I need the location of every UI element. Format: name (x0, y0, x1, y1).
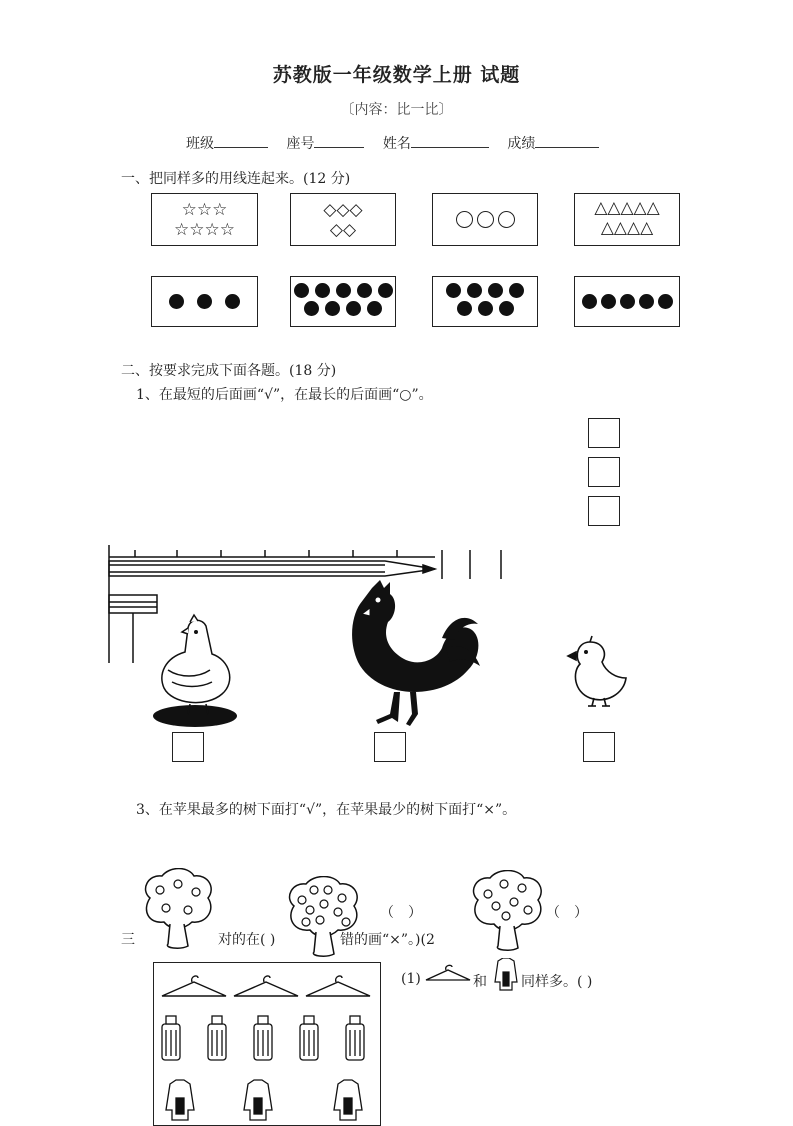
dot (378, 283, 393, 298)
circle-shape (477, 211, 494, 228)
dot (346, 301, 361, 316)
answer-box-hen[interactable] (172, 732, 204, 762)
circle-shape (498, 211, 515, 228)
seat-label: 座号 (286, 136, 315, 152)
dot (620, 294, 635, 309)
apple-tree-1 (140, 868, 216, 952)
items-illustration (158, 970, 378, 1122)
dot (315, 283, 330, 298)
dot (639, 294, 654, 309)
name-field[interactable] (411, 133, 489, 148)
answer-box-chick[interactable] (583, 732, 615, 762)
stars-box[interactable] (151, 193, 258, 246)
hen-image (150, 612, 240, 728)
diamonds-row-2: ◇◇ (329, 220, 357, 240)
answer-box-rooster[interactable] (374, 732, 406, 762)
dot (169, 294, 184, 309)
dot (601, 294, 616, 309)
page-subtitle: 〔内容：比一比〕 (340, 102, 453, 118)
class-label: 班级 (186, 136, 214, 152)
question-3: 3、在苹果最多的树下面打“√”，在苹果最少的树下面打“×”。 (136, 802, 517, 818)
page-title: 苏教版一年级数学上册 试题 (272, 64, 521, 86)
circle-shape (456, 211, 473, 228)
answer-paren-tree-2[interactable]: （ ） (380, 905, 422, 921)
answer-paren-tree-3[interactable]: （ ） (546, 905, 588, 921)
section3-heading-start: 三 (121, 932, 135, 948)
triangles-row-2: △△△△ (600, 218, 654, 238)
chick-image (566, 632, 634, 710)
dot (582, 294, 597, 309)
seat-field[interactable] (314, 133, 364, 148)
question-1: 1、在最短的后面画“√”，在最长的后面画“○”。 (136, 387, 433, 403)
section3-heading-end: 错的画“×”。)(2 (340, 932, 435, 948)
clothes-icon (492, 958, 520, 992)
diamonds-row-1: ◇◇◇ (323, 200, 363, 220)
dot (325, 301, 340, 316)
dot (499, 301, 514, 316)
diamonds-box[interactable] (290, 193, 396, 246)
dot (367, 301, 382, 316)
triangles-row-1: △△△△△ (594, 198, 660, 218)
apple-tree-3 (468, 870, 548, 954)
section1-heading: 一、把同样多的用线连起来。(12 分) (121, 171, 351, 187)
dots-box-7[interactable] (432, 276, 538, 327)
stars-row-2: ☆☆☆☆ (174, 220, 235, 240)
section3-heading-mid: 对的在( ) (218, 932, 276, 948)
section2-heading: 二、按要求完成下面各题。(18 分) (121, 363, 337, 379)
dot (446, 283, 461, 298)
dot (304, 301, 319, 316)
dot (197, 294, 212, 309)
answer-box-length-3[interactable] (588, 496, 620, 526)
class-field[interactable] (214, 133, 268, 148)
dots-box-5[interactable] (574, 276, 680, 327)
dot (509, 283, 524, 298)
dot (658, 294, 673, 309)
dot (457, 301, 472, 316)
dots-box-9[interactable] (290, 276, 396, 327)
dot (336, 283, 351, 298)
triangles-box[interactable] (574, 193, 680, 246)
section3-q1-suffix: 同样多。( ) (521, 974, 593, 990)
dot (467, 283, 482, 298)
hanger-icon (424, 964, 472, 984)
section3-q1-mid: 和 (473, 974, 487, 990)
dot (478, 301, 493, 316)
answer-box-length-1[interactable] (588, 418, 620, 448)
dot (357, 283, 372, 298)
section3-q1-prefix: (1) (401, 971, 421, 987)
circles-box[interactable] (432, 193, 538, 246)
dot (225, 294, 240, 309)
dot (294, 283, 309, 298)
dots-box-3[interactable] (151, 276, 258, 327)
score-field[interactable] (535, 133, 599, 148)
stars-row-1: ☆☆☆ (181, 200, 228, 220)
dot (488, 283, 503, 298)
answer-box-length-2[interactable] (588, 457, 620, 487)
rooster-image (350, 578, 485, 730)
name-label: 姓名 (382, 136, 411, 152)
score-label: 成绩 (507, 136, 536, 152)
student-info-line (186, 133, 613, 153)
